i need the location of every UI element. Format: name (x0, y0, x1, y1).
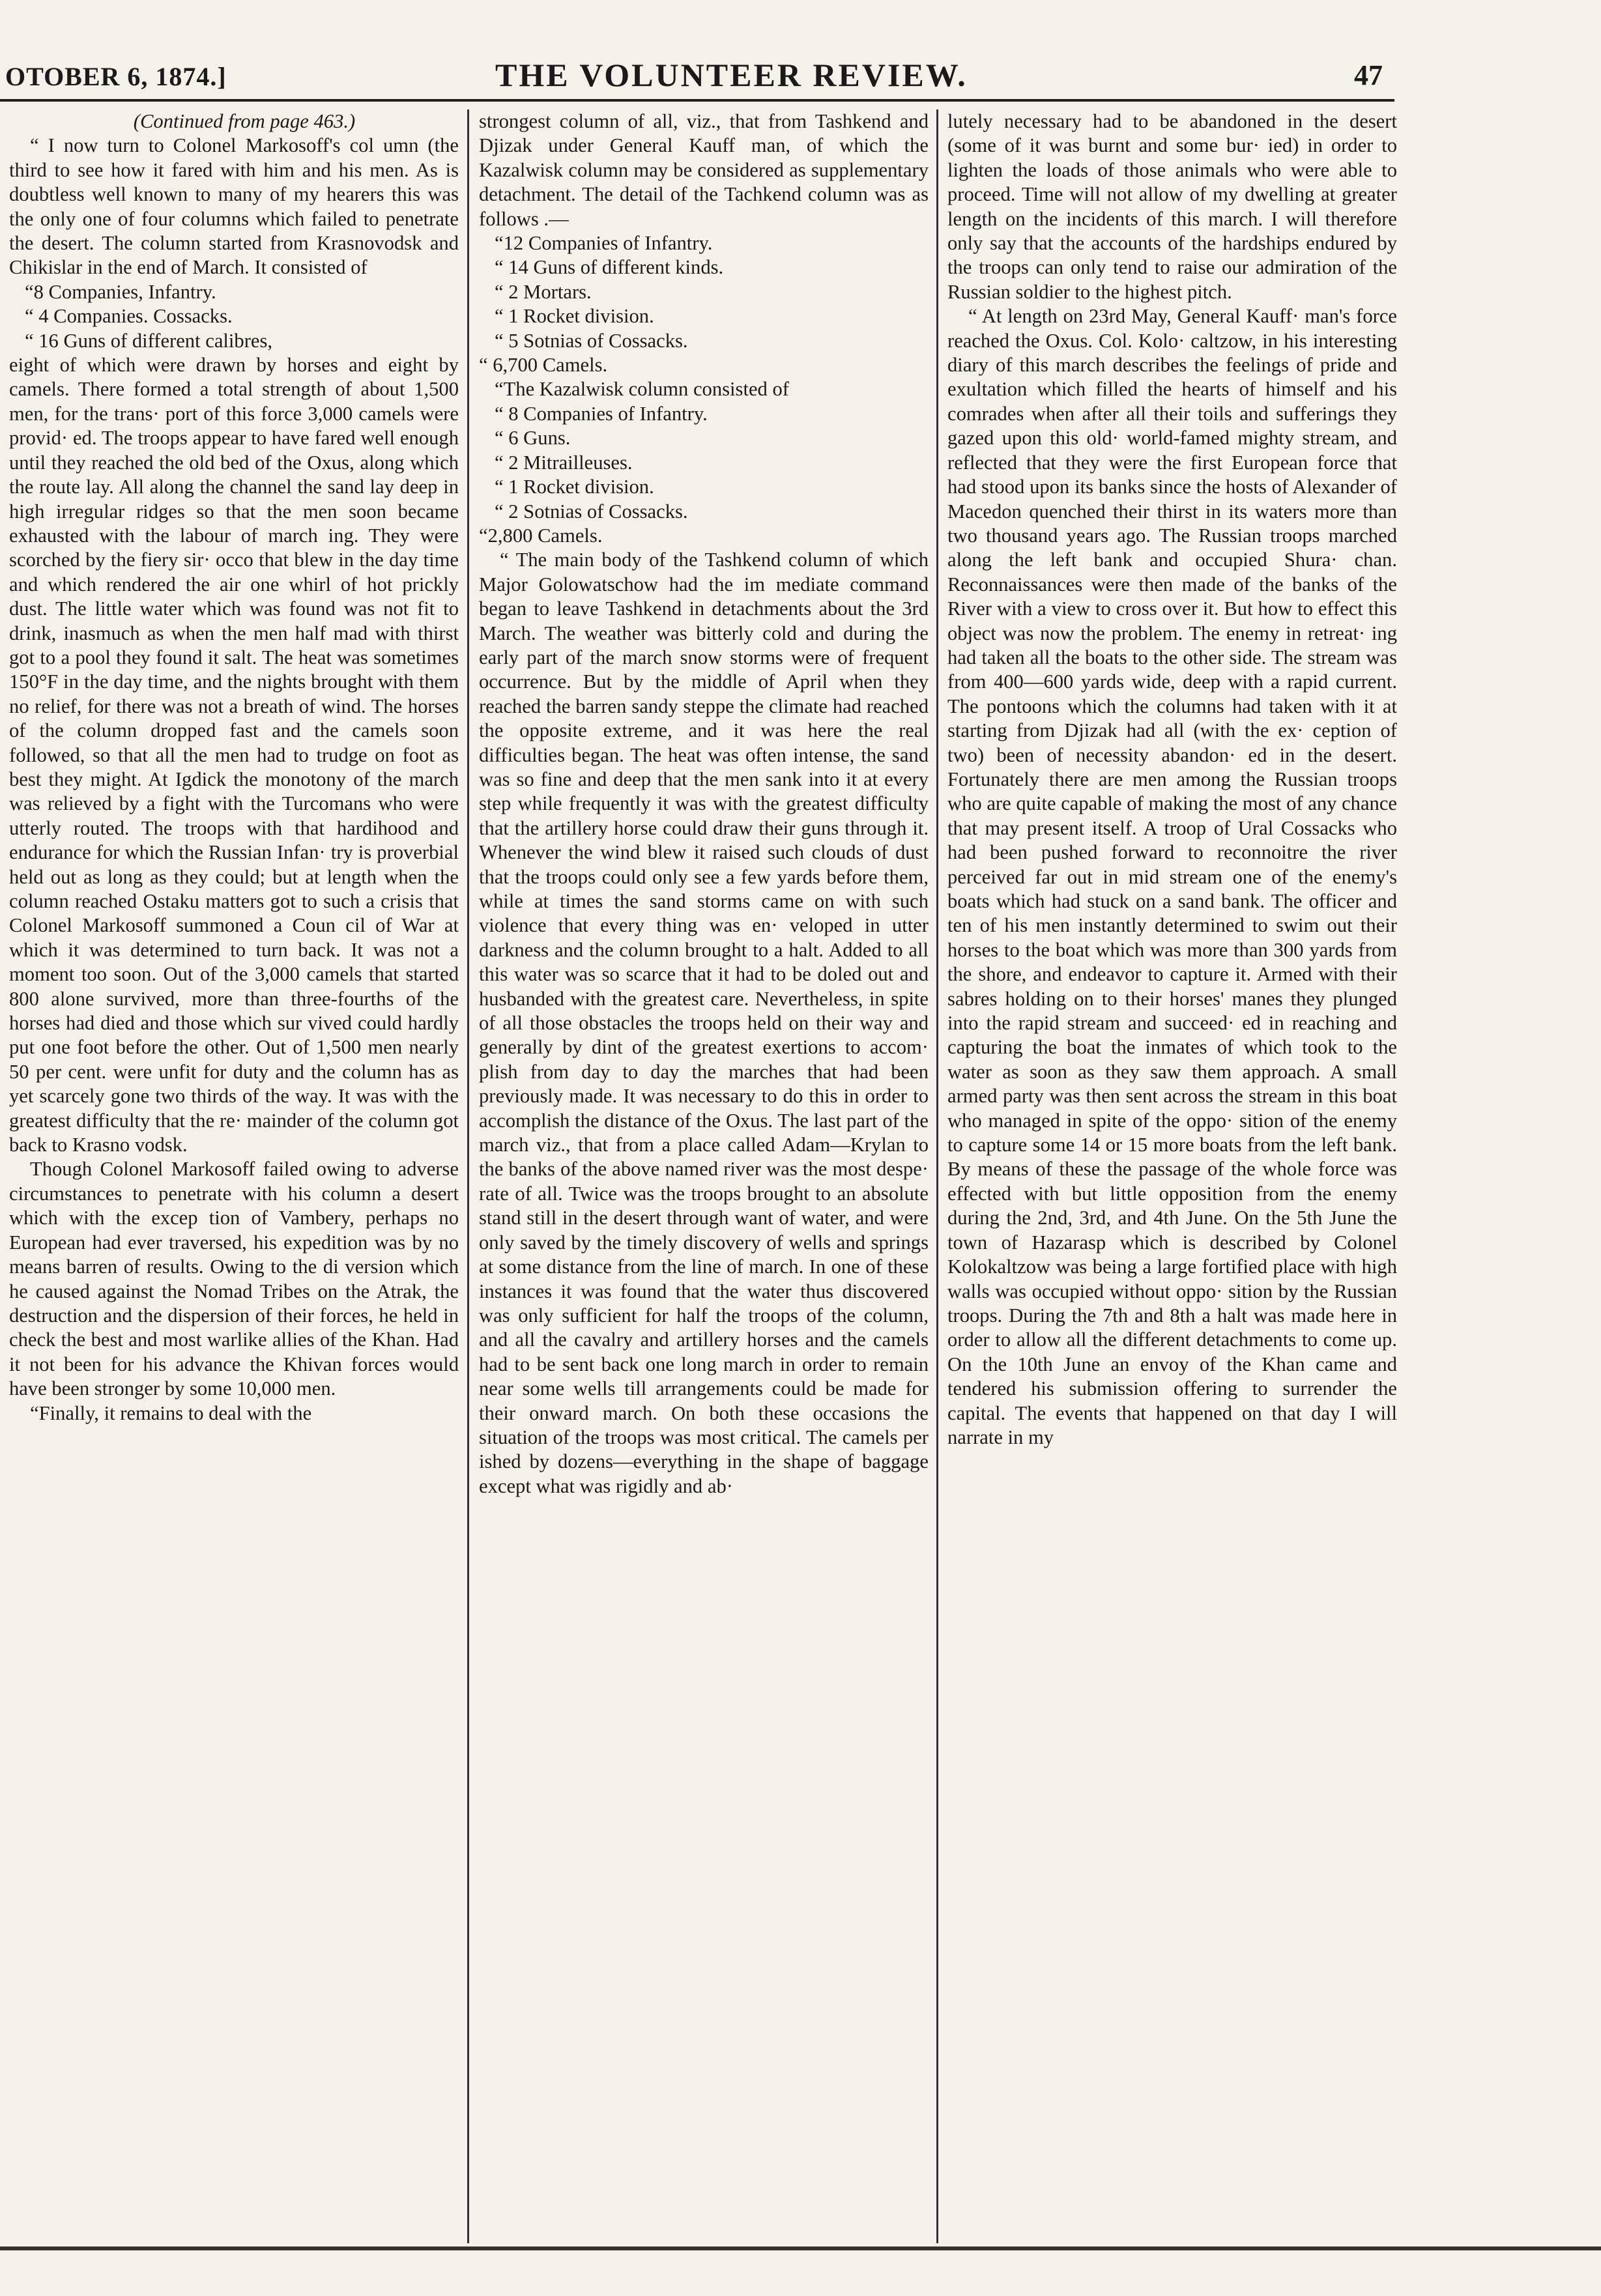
column-divider-2 (936, 109, 938, 2243)
list-item: “ 8 Companies of Infantry. (495, 402, 708, 425)
paragraph: “Finally, it remains to deal with the (30, 1401, 312, 1424)
column-2 (479, 109, 929, 2240)
footer-rule (0, 2246, 1601, 2250)
header-rule (0, 99, 1394, 102)
header-date: OTOBER 6, 1874.] (5, 62, 227, 91)
paragraph: strongest column of all, viz., that from Tashkend and Djizak under General Kauff man, of which the Kazalwisk column may be considered as supplementary detachment. The detail of the Tachkend column was as follows .— (479, 110, 929, 230)
list-item: “12 Companies of Infantry. (495, 232, 713, 255)
paragraph: lutely necessary had to be abandoned in the desert (some of it was burnt and some bur· ied) in order to lighten the loads of those animals who were able to proceed. Time will not allow of my dwelling at greater length on the incidents of this march. I will therefore only say that the accounts of the hardships endured by the troops can only tend to raise our admiration of the Russian soldier to the highest pitch. (947, 110, 1397, 303)
column-divider-1 (467, 109, 469, 2243)
continuation-note: (Continued from page 463.) (133, 110, 356, 132)
column-3 (947, 109, 1397, 2240)
list-item: “8 Companies, Infantry. (25, 280, 216, 303)
list-item: “ 14 Guns of different kinds. (495, 256, 724, 279)
list-item: “ 2 Mortars. (495, 280, 592, 303)
list-item: “The Kazalwisk column consisted of (495, 378, 789, 401)
list-item: “ 4 Companies. Cossacks. (25, 305, 233, 328)
list-item: “ 2 Sotnias of Cossacks. (495, 500, 688, 523)
list-item: “ 2 Mitrailleuses. (495, 451, 633, 474)
list-item: “ 16 Guns of different calibres, (25, 329, 273, 352)
list-item: “ 1 Rocket division. (495, 476, 654, 498)
paragraph: Though Colonel Markosoff failed owing to adverse circumstances to penetrate with his column a desert which with the excep tion of Vambery, perhaps no European had ever traversed, his expedition was by no means barren of results. Owing to the di version which he caused against the Nomad Tribes on the Atrak, the destruction and the dispersion of their forces, he held in check the best and most warlike allies of the Khan. Had it not been for his advance the Khivan forces would have been stronger by some 10,000 men. (9, 1158, 459, 1400)
paragraph: eight of which were drawn by horses and eight by camels. There formed a total strength of about 1,500 men, for the trans· port of this force 3,000 camels were provid· ed. The troops appear to have fared well enough until they reached the old bed of the Oxus, along which the route lay. All along the channel the sand lay deep in high irregular ridges so that the men soon became exhausted with the labour of march ing. They were scorched by the fiery sir· occo that blew in the day time and which rendered the air one whirl of hot prickly dust. The little water which was found was not fit to drink, inasmuch as when the men half mad with thirst got to a pool they found it salt. The heat was sometimes 150°F in the day time, and the nights brought with them no relief, for there was not a breath of wind. The horses of the column dropped fast and the camels soon followed, so that all the men had to trudge on foot as best they might. At Igdick the monotony of the march was relieved by a fight with the Turcomans who were utterly routed. The troops with that hardihood and endurance for which the Russian Infan· try is proverbial held out as long as they could; but at length when the column reached Ostaku matters got to such a crisis that Colonel Markosoff summoned a Coun cil of War at which it was determined to turn back. It was not a moment too soon. Out of the 3,000 camels that started 800 alone survived, more than three-fourths of the horses had died and those which sur vived could hardly put one foot before the other. Out of 1,500 men nearly 50 per cent. were unfit for duty and the column has as yet scarcely gone two thirds of the way. It was with the greatest difficulty that the re· mainder of the column got back to Krasno vodsk. (9, 354, 459, 1156)
list-item: “ 1 Rocket division. (495, 305, 654, 328)
column-1 (9, 109, 459, 2240)
header-title: THE VOLUNTEER REVIEW. (495, 57, 968, 93)
list-item: “ 5 Sotnias of Cossacks. (495, 329, 688, 352)
page-header (0, 56, 1394, 95)
paragraph: “ At length on 23rd May, General Kauff· man's force reached the Oxus. Col. Kolo· caltzow, in his interesting diary of this march describes the feelings of pride and exultation which filled the hearts of himself and his comrades when after all their toils and sufferings they gazed upon this old· world-famed mighty stream, and reflected that they were the first European force that had stood upon its banks since the hosts of Alexander of Macedon quenched their thirst in its waters more than two thousand years ago. The Russian troops marched along the left bank and occupied Shura· chan. Reconnaissances were then made of the banks of the River with a view to cross over it. But how to effect this object was now the problem. The enemy in retreat· ing had taken all the boats to the other side. The stream was from 400—600 yards wide, deep with a rapid current. The pontoons which the columns had taken with it at starting from Djizak had all (with the ex· ception of two) been of necessity abandon· ed in the desert. Fortunately there are men among the Russian troops who are quite capable of making the most of any chance that may present itself. A troop of Ural Cossacks who had been pushed forward to reconnoitre the river perceived far out in mid stream one of the enemy's boats which had stuck on a sand bank. The officer and ten of his men instantly determined to swim out their horses to the boat which was more than 300 yards from the shore, and endeavor to capture it. Armed with their sabres holding on to their horses' manes they plunged into the rapid stream and succeed· ed in reaching and capturing the boat the inmates of which took to the water as soon as they saw them approach. A small armed party was then sent across the stream in this boat who managed in spite of the oppo· sition of the enemy to capture some 14 or 15 more boats from the left bank. By means of these the passage of the whole force was effected with but little opposition from the enemy during the 2nd, 3rd, and 4th June. On the 5th June the town of Hazarasp which is described by Colonel Kolokaltzow was being a large fortified place with high walls was occupied without oppo· sition by the Russian troops. During the 7th and 8th a halt was made here in order to allow all the different detachments to come up. On the 10th June an envoy of the Khan came and tendered his submission offering to surrender the capital. The events that happened on that day I will narrate in my (947, 305, 1397, 1448)
paragraph: “ I now turn to Colonel Markosoff's col umn (the third to see how it fared with him and his men. As is doubtless well known to many of my hearers this was the only one of four columns which failed to penetrate the desert. The column started from Krasnovodsk and Chikislar in the end of March. It consisted of (9, 134, 459, 279)
list-item: “ 6 Guns. (495, 427, 571, 450)
paragraph: “2,800 Camels. (479, 524, 603, 547)
paragraph: “ 6,700 Camels. (479, 354, 608, 377)
header-page-number: 47 (1354, 59, 1383, 91)
paragraph: “ The main body of the Tashkend column of which Major Golowatschow had the im mediate command began to leave Tashkend in detachments about the 3rd March. The weather was bitterly cold and during the early part of the march snow storms were of frequent occurrence. But by the middle of April when they reached the barren sandy steppe the climate had reached the opposite extreme, and it was here the real difficulties began. The heat was often intense, the sand was so fine and deep that the men sank into it at every step while frequently it was with the greatest difficulty that the artillery horse could draw their guns through it. Whenever the wind blew it raised such clouds of dust that the troops could only see a few yards before them, while at times the sand storms came on with such violence that every thing was en· veloped in utter darkness and the column brought to a halt. Added to all this water was so scarce that it had to be doled out and husbanded with the greatest care. Nevertheless, in spite of all those obstacles the troops held on their way and generally by dint of the greatest exertions to accom· plish from day to day the marches that had been previously made. It was necessary to do this in order to accomplish the distance of the Oxus. The last part of the march viz., that from a place called Adam—Krylan to the banks of the above named river was the most despe· rate of all. Twice was the troops brought to an absolute stand still in the desert through want of water, and were only saved by the timely discovery of wells and springs at some distance from the line of march. In one of these instances it was found that the water thus discovered was only sufficient for half the troops of the column, and all the cavalry and artillery horses and the camels had to be sent back one long march in order to remain near some wells till arrangements could be made for their onward march. On both these occasions the situation of the troops was most critical. The camels per ished by dozens—everything in the shape of baggage except what was rigidly and ab· (479, 549, 929, 1497)
